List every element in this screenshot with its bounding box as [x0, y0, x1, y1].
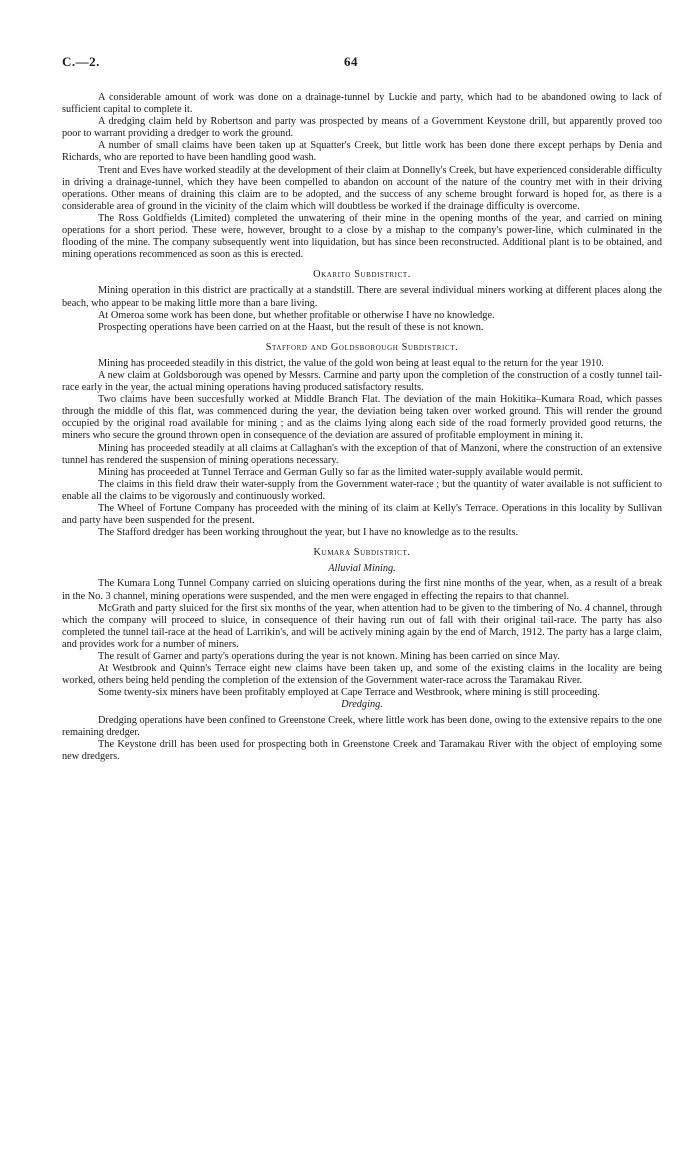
- paragraph: Dredging operations have been confined to Greenstone Creek, where little work has been done, owing to the extensive repairs to the one remaining dredger.: [62, 714, 662, 738]
- subheading-alluvial-mining: Alluvial Mining.: [328, 563, 396, 575]
- paragraph: At Omeroa some work has been done, but whether profitable or otherwise I have no knowledge.: [98, 309, 495, 321]
- paragraph: The Keystone drill has been used for prospecting both in Greenstone Creek and Taramakau River with the object of employing some new dredgers.: [62, 738, 662, 762]
- page-number: 64: [344, 54, 358, 69]
- paragraph: Mining has proceeded steadily in this district, the value of the gold won being at least equal to the return for the year 1910.: [98, 357, 604, 369]
- paragraph: Mining operation in this district are practically at a standstill. There are several individual miners working at different places along the beach, who appear to be making little more than a bare living.: [62, 285, 662, 309]
- paragraph: A considerable amount of work was done on a drainage-tunnel by Luckie and party, which had to be abandoned owing to lack of sufficient capital to complete it.: [62, 92, 662, 116]
- paragraph: The Kumara Long Tunnel Company carried on sluicing operations during the first nine months of the year, when, as a result of a break in the No. 3 channel, mining operations were suspended, and the men were engaged in effecting the repairs to that channel.: [62, 578, 662, 602]
- document-reference: C.—2.: [62, 54, 100, 69]
- paragraph: The result of Garner and party's operations during the year is not known. Mining has been carried on since May.: [98, 651, 560, 663]
- paragraph: The claims in this field draw their water-supply from the Government water-race ; but the quantity of water available is not sufficient to enable all the claims to be vigorously and continuously worked.: [62, 478, 662, 502]
- section-heading-stafford: Stafford and Goldsborough Subdistrict.: [265, 341, 459, 353]
- paragraph: Trent and Eves have worked steadily at the development of their claim at Donnelly's Creek, but have experienced considerable difficulty in driving a drainage-tunnel, which they have been compelled to abandon on account of the nature of the country met with in their driving operations. Other means of draining this claim are to be adopted, and the success of any scheme brought forward is hoped for, as there is a considerable area of ground in the vicinity of the claim which will doubtless be worked if the drainage difficulty is overcome.: [62, 164, 662, 212]
- section-heading-okarito: Okarito Subdistrict.: [313, 269, 411, 281]
- paragraph: Some twenty-six miners have been profitably employed at Cape Terrace and Westbrook, where mining is still proceeding.: [98, 687, 600, 699]
- paragraph: A number of small claims have been taken up at Squatter's Creek, but little work has been done there except perhaps by Denia and Richards, who are reported to have been handling good wash.: [62, 140, 662, 164]
- paragraph: Two claims have been succesfully worked at Middle Branch Flat. The deviation of the main Hokitika–Kumara Road, which passes through the middle of this flat, was commenced during the year, the deviation being taken over worked ground. This will render the ground occupied by the original road available for mining ; and as the claims lying along each side of the road formerly provided good returns, the miners who secure the ground thrown open in consequence of the deviation are assured of profitable employment in mining it.: [62, 394, 662, 442]
- subheading-dredging: Dredging.: [341, 699, 383, 711]
- paragraph: Mining has proceeded at Tunnel Terrace and German Gully so far as the limited water-supply available would permit.: [98, 466, 583, 478]
- paragraph: McGrath and party sluiced for the first six months of the year, when attention had to be given to the timbering of No. 4 channel, through which the company will proceed to sluice, in consequence of their having run out of fall with their original tail-race. The party has also completed the tunnel tail-race at the head of Larrikin's, and will be actively mining again by the end of March, 1912. The party has a large claim, and provides work for a number of miners.: [62, 602, 662, 650]
- paragraph: The Stafford dredger has been working throughout the year, but I have no knowledge as to the results.: [98, 527, 519, 539]
- paragraph: The Wheel of Fortune Company has proceeded with the mining of its claim at Kelly's Terrace. Operations in this locality by Sullivan and party have been suspended for the present.: [62, 503, 662, 527]
- section-heading-kumara: Kumara Subdistrict.: [313, 547, 411, 559]
- paragraph: Prospecting operations have been carried on at the Haast, but the result of these is not known.: [98, 321, 484, 333]
- document-body: [62, 56, 662, 763]
- paragraph: Mining has proceeded steadily at all claims at Callaghan's with the exception of that of Manzoni, where the construction of an extensive tunnel has rendered the suspension of mining operations necessary.: [62, 442, 662, 466]
- paragraph: The Ross Goldfields (Limited) completed the unwatering of their mine in the opening months of the year, and carried on mining operations for a short period. These were, however, brought to a close by a mishap to the company's power-line, which culminated in the flooding of the mine. The company subsequently went into liquidation, but has since been reconstructed. Additional plant is to be obtained, and mining operations recommenced as soon as this is erected.: [62, 212, 662, 261]
- paragraph: A new claim at Goldsborough was opened by Messrs. Carmine and party upon the completion of the construction of a costly tunnel tail-race early in the year, the actual mining operations having produced satisfactory results.: [62, 369, 662, 394]
- paragraph: At Westbrook and Quinn's Terrace eight new claims have been taken up, and some of the existing claims in the locality are being worked, others being held pending the completion of the extension of the Government water-race across the Taramakau River.: [62, 663, 662, 687]
- paragraph: A dredging claim held by Robertson and party was prospected by means of a Government Keystone drill, but apparently proved too poor to warrant providing a dredger to work the ground.: [62, 116, 662, 140]
